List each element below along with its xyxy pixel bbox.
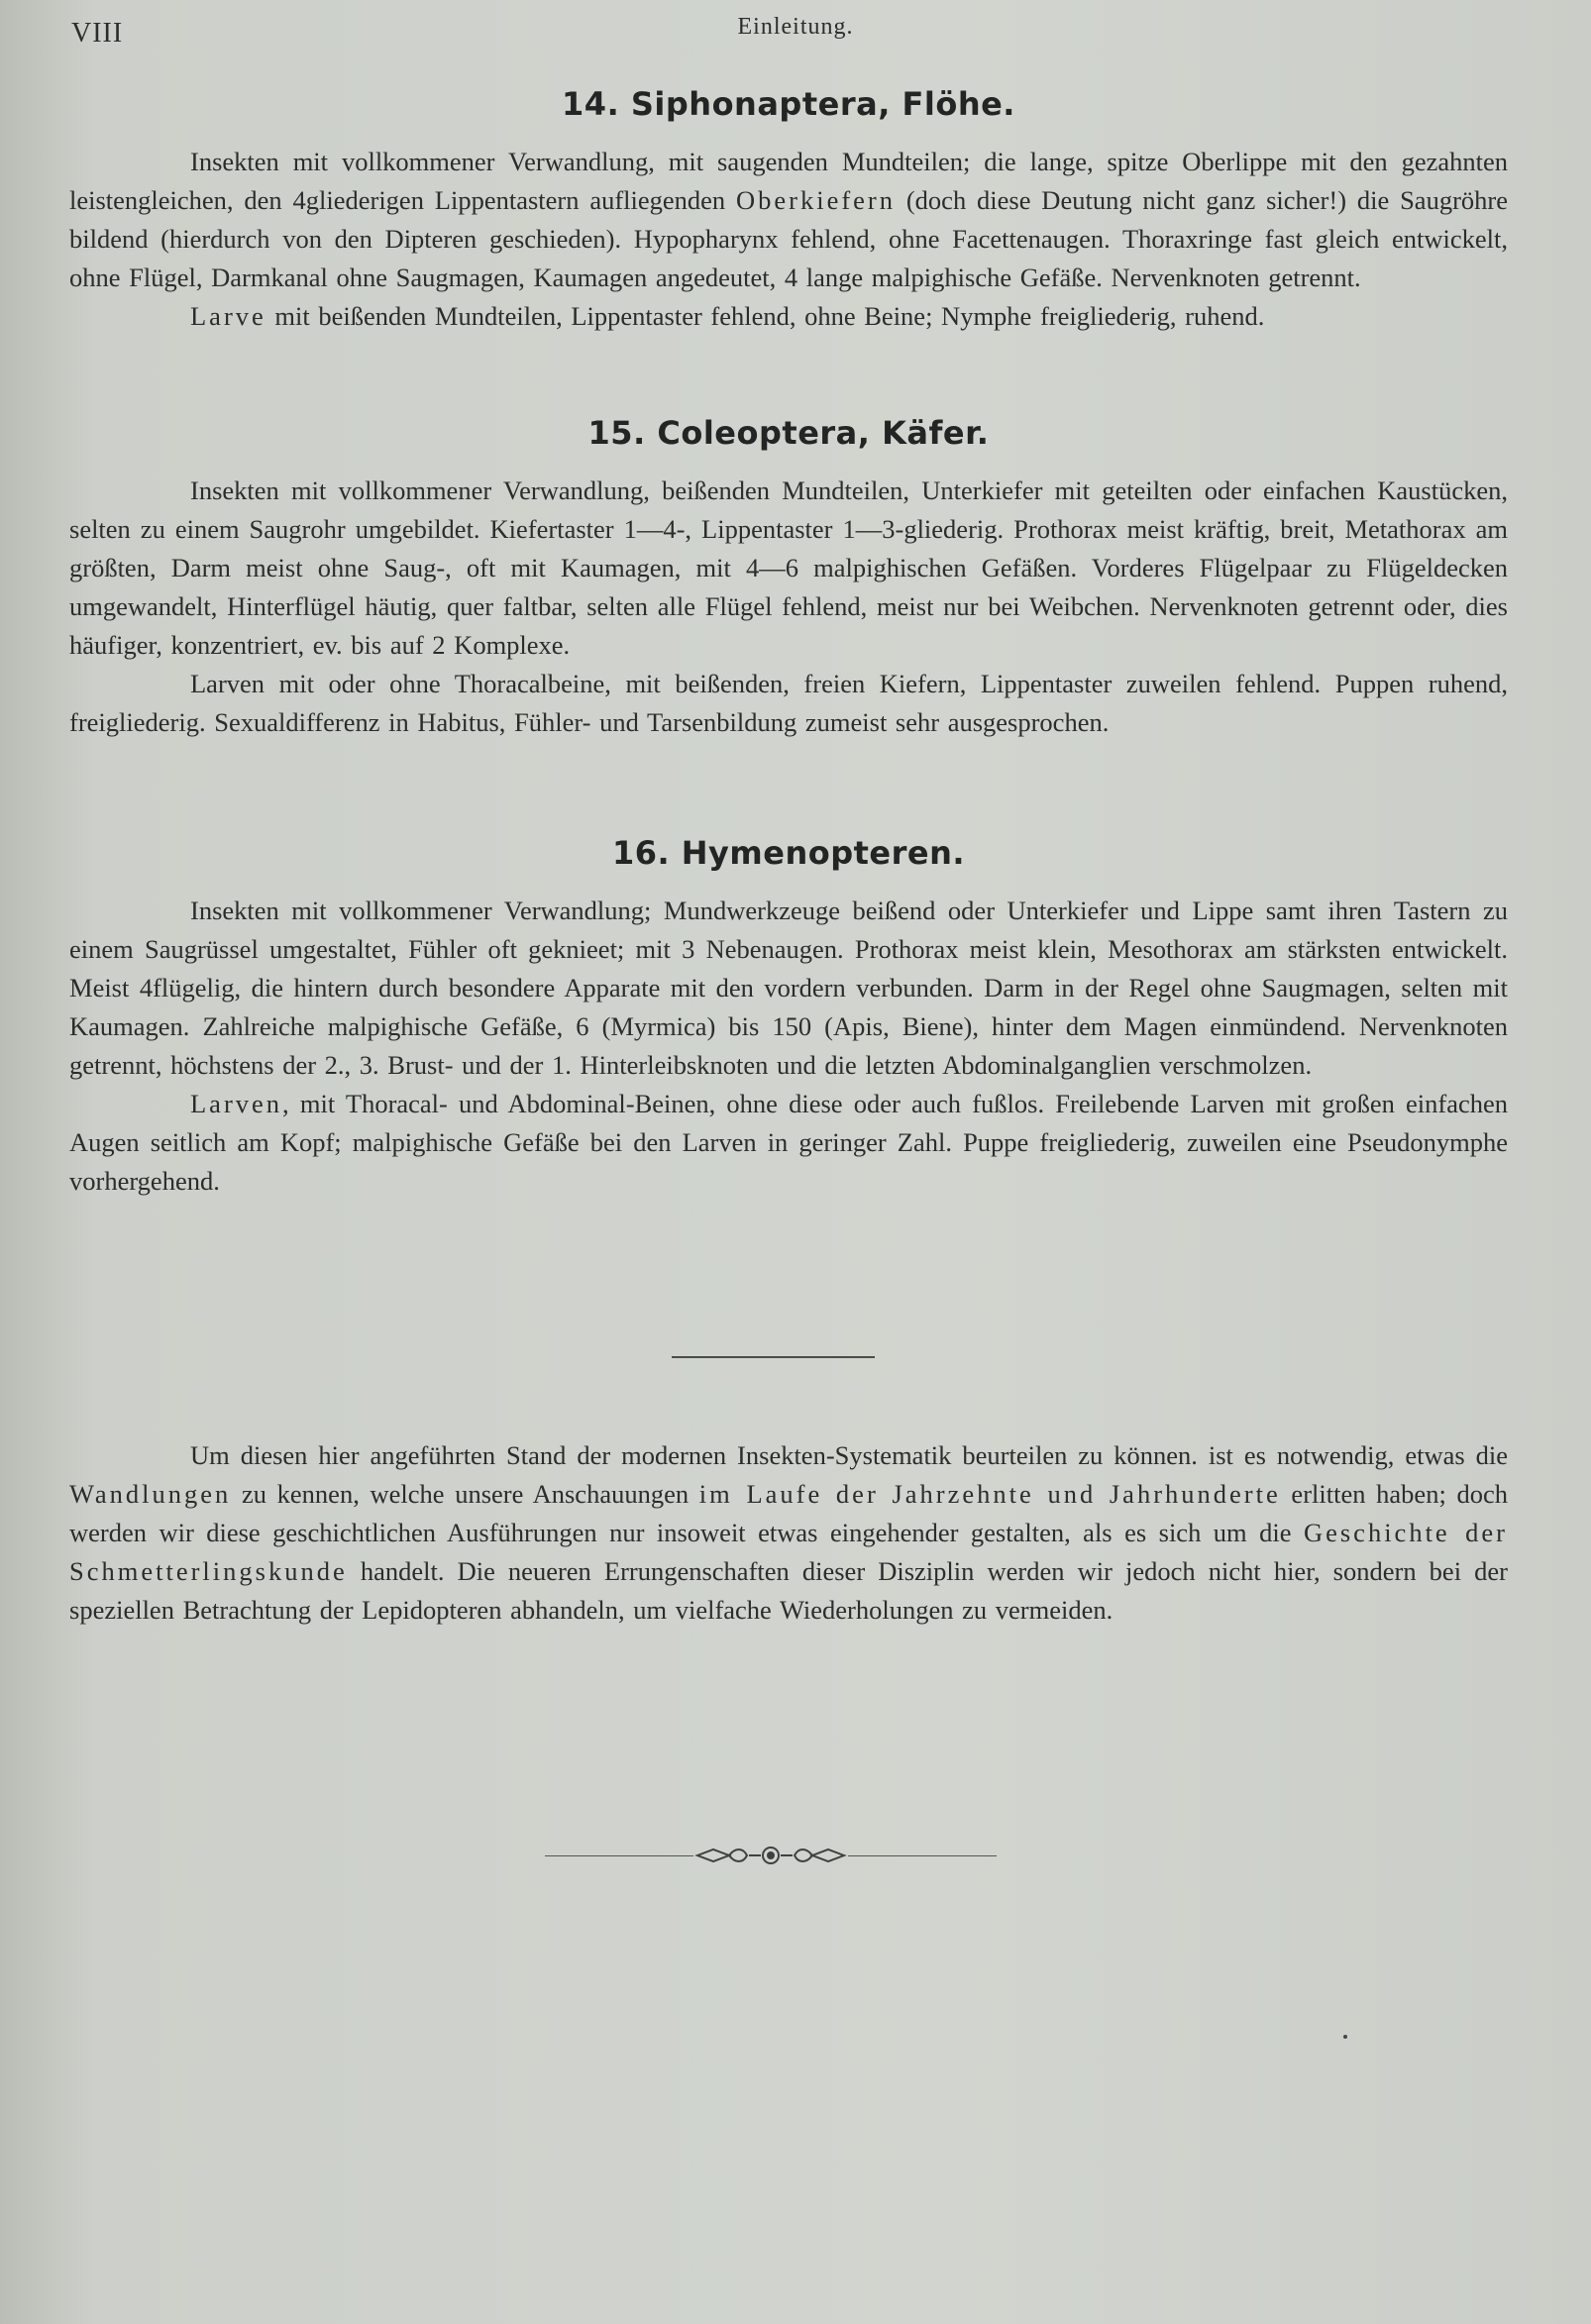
flourish-icon [693, 1841, 848, 1870]
running-head: Einleitung. [737, 14, 854, 40]
section-paragraph [69, 143, 1508, 297]
text-run: Insekten mit vollkommener Verwandlung, mit saugenden Mundteilen; die lange, spitze Oberlippe mit den gezahnten leistengleichen, den 4gliederigen Lippentastern aufliegenden [69, 147, 1508, 215]
ornament-line-right [848, 1855, 997, 1856]
text-run: (doch diese Deutung nicht ganz sicher!) die Saugröhre bildend (hierdurch von den Dipteren geschieden). Hypopharynx fehlend, ohne Facettenaugen. Thoraxringe fast gleich entwickelt, ohne Flügel, Darmkanal ohne Saugmagen, Kaumagen angedeutet, 4 lange malpighische Gefäße. Nervenknoten getrennt. [69, 185, 1508, 292]
section-coleoptera [69, 414, 1508, 742]
text-run: zu kennen, welche unsere Anschauungen [231, 1479, 699, 1509]
ornament-line-left [545, 1855, 693, 1856]
spaced-term: Geschichte der Schmetterlingskunde [69, 1518, 1508, 1586]
ornamental-divider [545, 1841, 997, 1870]
section-title: 14. Siphonaptera, Flöhe. [562, 85, 1015, 123]
page-header [0, 8, 1591, 48]
section-title: 15. Coleoptera, Käfer. [587, 414, 990, 452]
section-paragraph: Insekten mit vollkommener Verwandlung; Mundwerkzeuge beißend oder Unterkiefer und Lippe samt ihren Tastern zu einem Saugrüssel umgestaltet, Fühler oft geknieet; mit 3 Nebenaugen. Prothorax meist klein, Mesothorax am stärksten entwickelt. Meist 4flügelig, die hintern durch besondere Apparate mit den vordern verbunden. Darm in der Regel ohne Saugmagen, selten mit Kaumagen. Zahlreiche malpighische Gefäße, 6 (Myrmica) bis 150 (Apis, Biene), hinter dem Magen einmündend. Nervenknoten getrennt, höchstens der 2., 3. Brust- und der 1. Hinterleibsknoten und die letzten Abdominalganglien verschmolzen. [69, 896, 1508, 1080]
spaced-term: Larve [190, 301, 266, 331]
text-run: erlitten haben; doch werden wir diese geschichtlichen Ausführungen nur insoweit etwas eingehender gestalten, als es sich um die [69, 1479, 1509, 1547]
section-siphonaptera [69, 85, 1508, 336]
text-run: , mit Thoracal- und Abdominal-Beinen, ohne diese oder auch fußlos. Freilebende Larven mit großen einfachen Augen seitlich am Kopf; malpighische Gefäße bei den Larven in geringer Zahl. Puppe freigliederig, zuweilen eine Pseudonymphe vorhergehend. [69, 1089, 1508, 1196]
text-run: handelt. Die neueren Errungenschaften dieser Disziplin werden wir jedoch nicht hier, sondern bei der speziellen Betrachtung der Lepidopteren abhandeln, um vielfache Wiederholungen zu vermeiden. [69, 1556, 1508, 1625]
section-paragraph: Larven mit oder ohne Thoracalbeine, mit beißenden, freien Kiefern, Lippentaster zuweilen fehlend. Puppen ruhend, freigliederig. Sexualdifferenz in Habitus, Fühler- und Tarsenbildung zumeist sehr ausgesprochen. [69, 669, 1508, 737]
text-run: Um diesen hier angeführten Stand der modernen Insekten-Systematik beurteilen zu können. ist es notwendig, etwas die [190, 1440, 1508, 1470]
section-divider [672, 1356, 875, 1358]
page-number: VIII [71, 18, 124, 49]
closing-paragraph [69, 1436, 1508, 1630]
section-title: 16. Hymenopteren. [611, 834, 966, 872]
spaced-term: im Laufe der Jahrzehnte und Jahrhunderte [698, 1479, 1281, 1509]
closing-paragraph-block [69, 1436, 1508, 1630]
text-run: mit beißenden Mundteilen, Lippentaster fehlend, ohne Beine; Nymphe freigliederig, ruhend. [265, 301, 1265, 331]
section-hymenopteren [69, 834, 1508, 1201]
section-paragraph: Insekten mit vollkommener Verwandlung, beißenden Mundteilen, Unterkiefer mit geteilten oder einfachen Kaustücken, selten zu einem Saugrohr umgebildet. Kiefertaster 1—4-, Lippentaster 1—3-gliederig. Prothorax meist kräftig, breit, Metathorax am größten, Darm meist ohne Saug-, oft mit Kaumagen, mit 4—6 malpighischen Gefäßen. Vorderes Flügelpaar zu Flügeldecken umgewandelt, Hinterflügel häutig, quer faltbar, selten alle Flügel fehlend, meist nur bei Weibchen. Nervenknoten getrennt oder, dies häufiger, konzentriert, ev. bis auf 2 Komplexe. [69, 475, 1508, 660]
spaced-term: Wandlungen [69, 1479, 232, 1509]
section-paragraph [69, 297, 1508, 336]
paper-speck [1343, 2035, 1347, 2039]
spaced-term: Larven [190, 1089, 283, 1118]
spaced-term: Oberkiefern [736, 185, 897, 215]
section-paragraph [69, 1085, 1508, 1201]
